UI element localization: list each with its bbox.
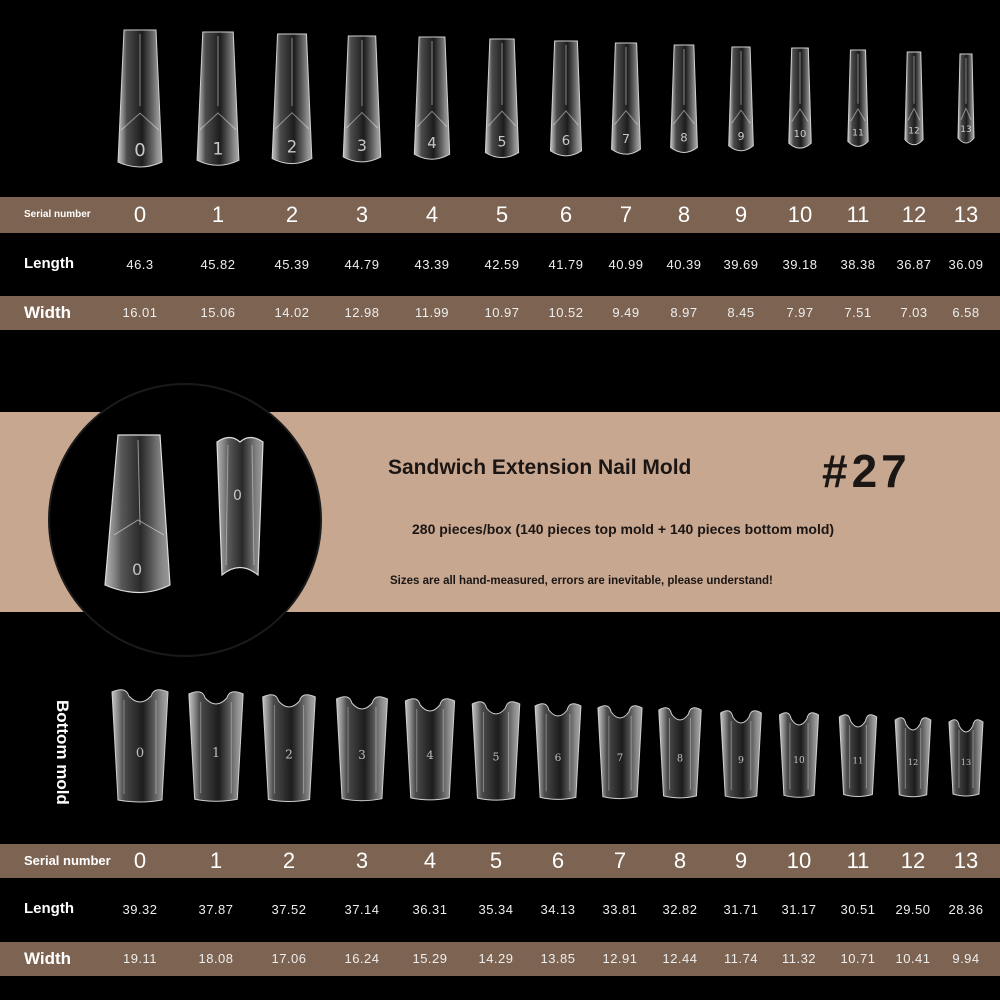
bottom-length-6: 34.13 [540, 902, 576, 917]
top-width-8: 8.97 [670, 305, 698, 320]
top-mold-label-12: 12 [908, 126, 920, 137]
bottom-mold-7 [589, 702, 651, 827]
mold-preview-circle [50, 385, 320, 655]
top-mold-label-2: 2 [286, 137, 298, 157]
top-length-11: 38.38 [840, 257, 876, 272]
pieces-info: 280 pieces/box (140 pieces top mold + 140 pieces bottom mold) [412, 521, 835, 537]
bottom-mold-label-10: 10 [793, 756, 805, 767]
bottom-length-7: 33.81 [602, 902, 638, 917]
bottom-width-5: 14.29 [478, 951, 514, 966]
top-length-label: Length [24, 255, 74, 272]
top-mold-label-10: 10 [793, 129, 807, 141]
top-mold-label-13: 13 [960, 125, 972, 135]
top-serial-1: 1 [211, 202, 225, 227]
top-serial-9: 9 [734, 202, 748, 227]
top-serial-13: 13 [953, 202, 979, 227]
top-length-3: 44.79 [344, 257, 380, 272]
bottom-serial-13: 13 [953, 848, 979, 873]
top-mold-9 [713, 45, 769, 195]
top-serial-8: 8 [677, 202, 691, 227]
bottom-mold-label-4: 4 [426, 748, 434, 763]
top-serial-2: 2 [285, 202, 299, 227]
bottom-serial-label: Serial number [24, 853, 111, 868]
top-length-9: 39.69 [723, 257, 759, 272]
top-length-0: 46.3 [126, 257, 154, 272]
bottom-serial-6: 6 [551, 848, 565, 873]
top-length-6: 41.79 [548, 257, 584, 272]
bottom-mold-8 [649, 704, 711, 829]
top-mold-11 [830, 48, 886, 198]
bottom-width-7: 12.91 [602, 951, 638, 966]
bottom-width-1: 18.08 [198, 951, 234, 966]
bottom-serial-11: 11 [846, 848, 870, 873]
top-serial-11: 11 [846, 202, 870, 227]
bottom-mold-label: Bottom mold [53, 700, 72, 805]
bottom-length-1: 37.87 [198, 902, 234, 917]
top-length-12: 36.87 [896, 257, 932, 272]
bottom-width-4: 15.29 [412, 951, 448, 966]
top-length-4: 43.39 [414, 257, 450, 272]
bottom-mold-label-12: 12 [907, 756, 919, 767]
top-mold-label-11: 11 [852, 127, 864, 139]
bottom-width-3: 16.24 [344, 951, 380, 966]
top-mold-label-5: 5 [497, 134, 507, 151]
top-mold-3 [334, 34, 390, 184]
top-width-2: 14.02 [274, 305, 310, 320]
bottom-serial-12: 12 [900, 848, 926, 873]
top-length-13: 36.09 [948, 257, 984, 272]
top-serial-3: 3 [355, 202, 369, 227]
bottom-mold-label-8: 8 [676, 753, 684, 765]
top-length-7: 40.99 [608, 257, 644, 272]
bottom-mold-label-11: 11 [852, 756, 864, 767]
bottom-serial-5: 5 [489, 848, 503, 873]
top-width-3: 12.98 [344, 305, 380, 320]
top-mold-6 [538, 39, 594, 189]
bottom-length-label: Length [24, 900, 74, 917]
top-serial-label: Serial number [24, 209, 91, 220]
bottom-serial-3: 3 [355, 848, 369, 873]
bottom-mold-label-13: 13 [960, 758, 972, 768]
top-mold-12 [886, 50, 942, 200]
product-title: Sandwich Extension Nail Mold [388, 456, 692, 479]
bottom-mold-5 [465, 698, 527, 823]
top-width-5: 10.97 [484, 305, 520, 320]
top-width-12: 7.03 [900, 305, 928, 320]
top-mold-label-3: 3 [357, 136, 367, 155]
top-mold-label-1: 1 [212, 139, 224, 160]
bottom-mold-label-6: 6 [554, 751, 562, 764]
bottom-mold-label-0: 0 [135, 745, 145, 761]
top-length-5: 42.59 [484, 257, 520, 272]
bottom-mold-label-1: 1 [211, 745, 221, 761]
bottom-length-9: 31.71 [723, 902, 759, 917]
top-width-1: 15.06 [200, 305, 236, 320]
bottom-length-11: 30.51 [840, 902, 876, 917]
bottom-serial-7: 7 [613, 848, 627, 873]
mold-preview-image [50, 385, 320, 655]
top-width-13: 6.58 [952, 305, 980, 320]
bottom-serial-1: 1 [209, 848, 223, 873]
bottom-serial-10: 10 [786, 848, 812, 873]
measure-note: Sizes are all hand-measured, errors are inevitable, please understand! [390, 575, 773, 587]
bottom-mold-1 [185, 688, 247, 813]
product-number: #27 [822, 445, 911, 497]
bottom-length-3: 37.14 [344, 902, 380, 917]
bottom-width-8: 12.44 [662, 951, 698, 966]
bottom-length-4: 36.31 [412, 902, 448, 917]
bottom-width-12: 10.41 [895, 951, 931, 966]
top-mold-label-4: 4 [427, 135, 437, 153]
top-mold-10 [772, 46, 828, 196]
top-width-label: Width [24, 303, 72, 322]
bottom-mold-label-9: 9 [738, 754, 744, 766]
bottom-width-2: 17.06 [271, 951, 307, 966]
preview-bottom-label: 0 [233, 488, 242, 504]
bottom-length-10: 31.17 [781, 902, 817, 917]
bottom-mold-6 [527, 700, 589, 825]
top-width-9: 8.45 [727, 305, 755, 320]
top-width-6: 10.52 [548, 305, 584, 320]
top-width-10: 7.97 [786, 305, 814, 320]
top-length-10: 39.18 [782, 257, 818, 272]
top-mold-0 [112, 28, 168, 178]
top-serial-12: 12 [901, 202, 927, 227]
top-mold-label-7: 7 [622, 131, 630, 147]
top-mold-5 [474, 37, 530, 187]
top-width-0: 16.01 [122, 305, 158, 320]
bottom-width-6: 13.85 [540, 951, 576, 966]
bottom-mold-11 [827, 711, 889, 836]
top-mold-7 [598, 41, 654, 191]
top-mold-label-9: 9 [737, 129, 745, 143]
bottom-width-9: 11.74 [723, 951, 759, 966]
top-serial-0: 0 [133, 202, 147, 227]
top-serial-5: 5 [495, 202, 509, 227]
bottom-width-13: 9.94 [952, 951, 980, 966]
bottom-mold-10 [768, 709, 830, 834]
bottom-length-8: 32.82 [662, 902, 698, 917]
bottom-mold-label-2: 2 [285, 747, 293, 762]
bottom-serial-0: 0 [133, 848, 147, 873]
bottom-length-13: 28.36 [948, 902, 984, 917]
top-width-4: 11.99 [414, 305, 450, 320]
bottom-mold-4 [399, 695, 461, 820]
top-mold-label-6: 6 [561, 133, 571, 149]
bottom-mold-3 [331, 693, 393, 818]
top-mold-2 [264, 32, 320, 182]
top-width-7: 9.49 [612, 305, 640, 320]
bottom-mold-0 [109, 686, 171, 811]
top-serial-7: 7 [619, 202, 633, 227]
top-length-2: 45.39 [274, 257, 310, 272]
top-length-1: 45.82 [200, 257, 236, 272]
bottom-length-0: 39.32 [122, 902, 158, 917]
bottom-serial-2: 2 [282, 848, 296, 873]
bottom-width-11: 10.71 [840, 951, 876, 966]
top-mold-label-0: 0 [134, 140, 146, 161]
bottom-width-label: Width [24, 949, 72, 968]
bottom-mold-9 [710, 707, 772, 832]
top-mold-13 [938, 52, 994, 202]
bottom-mold-2 [258, 691, 320, 816]
bottom-serial-4: 4 [423, 848, 437, 873]
bottom-length-5: 35.34 [478, 902, 514, 917]
bottom-serial-8: 8 [673, 848, 687, 873]
bottom-serial-9: 9 [734, 848, 748, 873]
top-mold-8 [656, 43, 712, 193]
preview-top-label: 0 [132, 560, 143, 579]
bottom-mold-label-7: 7 [616, 753, 624, 765]
bottom-mold-label-5: 5 [492, 750, 500, 764]
top-mold-label-8: 8 [680, 130, 688, 145]
bottom-width-10: 11.32 [781, 951, 817, 966]
bottom-mold-label-3: 3 [358, 747, 366, 762]
top-serial-10: 10 [787, 202, 813, 227]
top-mold-4 [404, 35, 460, 185]
top-serial-4: 4 [425, 202, 439, 227]
top-length-8: 40.39 [666, 257, 702, 272]
top-width-11: 7.51 [844, 305, 872, 320]
top-mold-1 [190, 30, 246, 180]
bottom-length-2: 37.52 [271, 902, 307, 917]
bottom-width-0: 19.11 [122, 951, 158, 966]
bottom-length-12: 29.50 [895, 902, 931, 917]
top-serial-6: 6 [559, 202, 573, 227]
bottom-mold-13 [935, 716, 997, 841]
